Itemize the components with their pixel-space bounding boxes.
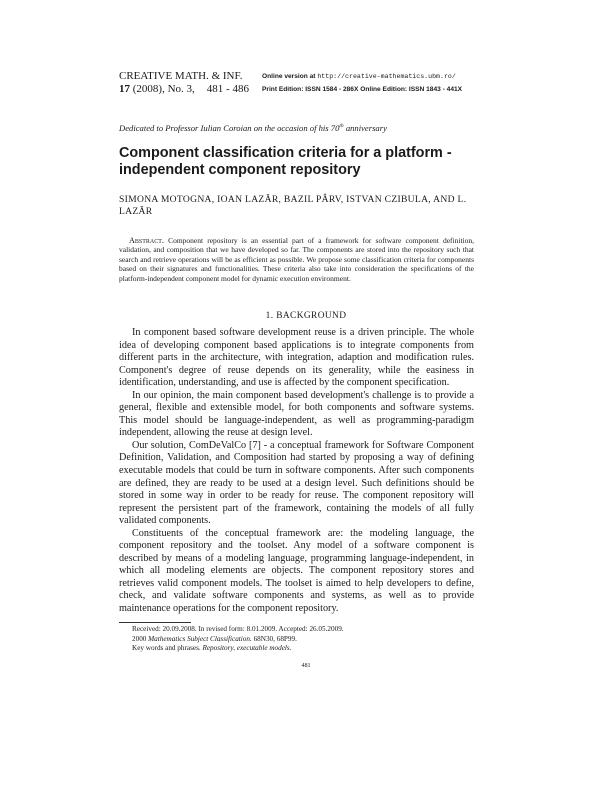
received-dates: Received: 20.09.2008. In revised form: 8.01.2009. Accepted: 26.05.2009. [132, 625, 344, 633]
msc-label: Mathematics Subject Classification. [148, 634, 252, 643]
print-edition: Print Edition: ISSN 1584 - 286X Online Edition: ISSN 1843 - 441X [262, 86, 463, 93]
journal-issue [119, 83, 249, 96]
footnotes [132, 625, 344, 654]
paper-title: Component classification criteria for a platform - independent component repository [119, 145, 452, 178]
abstract-text: Component repository is an essential part of a framework for software component definition, validation, and composition that we have developed so far. The components are stored into the repository such that search and retrieve operations will be as efficient as possible. We propose some classification criteria for components based on their signatures and functionalities. These criteria also take into consideration the specifications of the platform-independent component model for dynamic execution environment. [119, 236, 474, 283]
dedication [119, 123, 387, 133]
dedication-sup: th [339, 123, 344, 130]
keywords-text: Repository, executable models. [200, 644, 292, 653]
keywords [132, 644, 344, 654]
page-range: 481 - 486 [206, 83, 249, 95]
paragraph-1: In component based software development reuse is a driven principle. The whole idea of developing component based applications is to integrate components from different parts in the architecture, with integration, adaption and modification rules. Component's degree of reuse depends on its generality, while the easiness in identification, understanding, and use is affected by the component specification. [119, 327, 474, 389]
journal-name: CREATIVE MATH. & INF. [119, 70, 243, 82]
edition-info [262, 70, 462, 96]
body-text [119, 327, 474, 616]
volume: 17 [119, 83, 130, 95]
issue-info: (2008), No. 3, [130, 83, 195, 95]
section-heading [0, 311, 612, 321]
section-title: BACKGROUND [276, 311, 347, 321]
paragraph-3: Our solution, ComDeValCo [7] - a conceptual framework for Software Component Definition, Validation, and Composition had started by proposing a way of defining executable models that could be turn in software components. After such components are defined, they are ready to be used at a design level. Such definitions should be stored in some way in order to be ready for reuse. The component repository will represent the persistent part of the framework, containing the models of all fully validated components. [119, 439, 474, 527]
abstract [119, 236, 474, 283]
msc-codes: 68N30, 68P99. [251, 634, 297, 643]
authors: SIMONA MOTOGNA, IOAN LAZĂR, BAZIL PÂRV, ISTVAN CZIBULA, AND L. LAZĂR [119, 194, 467, 217]
keywords-label: Key words and phrases. [132, 644, 201, 653]
page-number: 481 [301, 662, 311, 669]
abstract-lead: Abstract. [129, 236, 164, 245]
dedication-text: Dedicated to Professor Iulian Coroian on the occasion of his 70 [119, 123, 340, 133]
journal-header [119, 70, 249, 96]
online-version [262, 70, 462, 83]
footnote-rule [119, 622, 191, 623]
dedication-end: anniversary [343, 123, 387, 133]
msc-classification [132, 635, 344, 645]
online-url[interactable]: http://creative-mathematics.ubm.ro/ [317, 73, 456, 80]
paragraph-2: In our opinion, the main component based development's challenge is to provide a general, flexible and extensible model, for both components and software systems. This model should be language-independent, as well as programming-paradigm independent, allowing the reuse at design level. [119, 389, 474, 439]
online-label: Online version at [262, 73, 318, 80]
msc-prefix: 2000 [132, 634, 149, 643]
paragraph-4: Constituents of the conceptual framework are: the modeling language, the component repository and the toolset. Any model of a software component is described by means of a modeling language, programming language-independent, in which all modeling elements are objects. The component repository stores and retrieves valid component models. The toolset is aimed to help developers to define, check, and validate software components and systems, as well as to provide maintenance operations for the component repository. [119, 527, 474, 615]
section-number: 1. [265, 311, 274, 321]
